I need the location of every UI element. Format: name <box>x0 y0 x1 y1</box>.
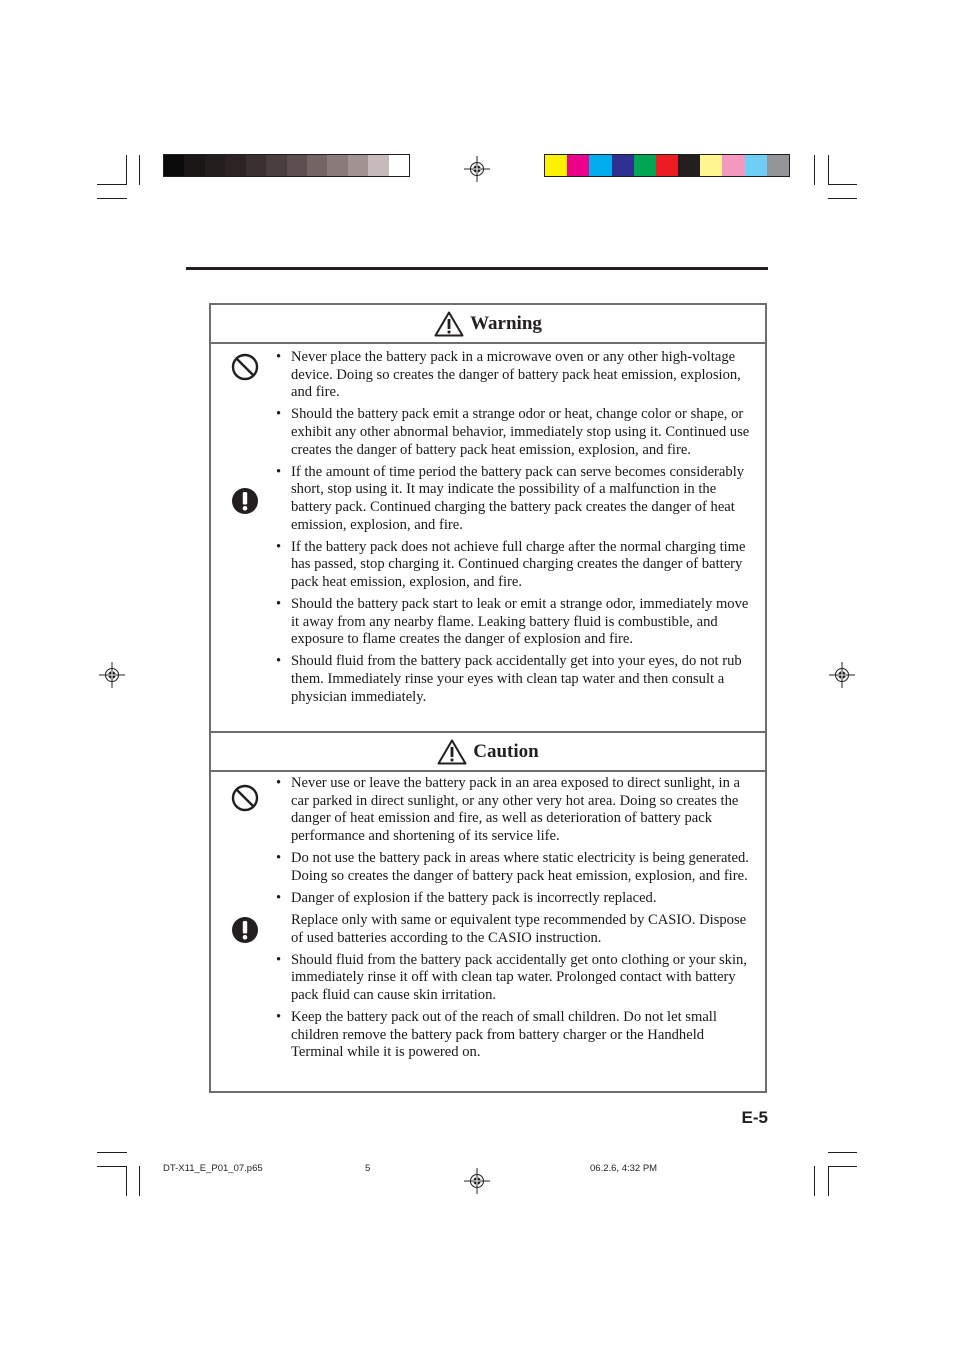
list-item <box>275 850 759 885</box>
bullet: • <box>276 538 282 555</box>
warning-list <box>275 349 759 711</box>
list-item-text: If the battery pack does not achieve full charge after the normal charging time has passed, stop charging it. Continued charging creates the danger of battery pack heat emission, explosion, and fire. <box>291 538 746 590</box>
list-item <box>275 406 759 459</box>
color-swatch <box>225 155 246 176</box>
bullet: • <box>276 653 282 670</box>
color-swatch <box>307 155 328 176</box>
registration-mark-icon <box>99 662 125 688</box>
color-swatch <box>184 155 205 176</box>
list-item <box>275 775 759 845</box>
list-item-text: Do not use the battery pack in areas where static electricity is being generated. Doing so creates the danger of battery pack heat emission, explosion, and fire. <box>291 849 749 884</box>
list-item <box>275 349 759 402</box>
color-swatch <box>589 155 612 176</box>
slug-timestamp: 06.2.6, 4:32 PM <box>590 1163 658 1174</box>
color-swatch <box>348 155 369 176</box>
list-item-text: Keep the battery pack out of the reach of small children. Do not let small children remove the battery pack from battery charger or the Handheld Terminal while it is powered on. <box>291 1009 717 1061</box>
crop-mark <box>828 1166 829 1196</box>
crop-mark <box>139 155 140 185</box>
list-item <box>275 653 759 706</box>
bullet: • <box>276 775 282 791</box>
bullet: • <box>276 463 282 480</box>
color-swatch <box>656 155 679 176</box>
exclamation-icon <box>231 487 259 515</box>
bullet: • <box>276 849 282 866</box>
bullet: • <box>276 951 282 968</box>
prohibition-icon <box>231 784 259 812</box>
caution-list <box>275 775 759 1066</box>
crop-mark <box>828 198 857 199</box>
color-swatch <box>678 155 701 176</box>
crop-mark <box>97 198 127 199</box>
header-rule <box>186 267 768 270</box>
color-swatch <box>545 155 568 176</box>
registration-mark-icon <box>829 662 855 688</box>
color-swatch <box>612 155 635 176</box>
list-item <box>275 1009 759 1062</box>
color-swatch <box>722 155 745 176</box>
color-swatch <box>246 155 267 176</box>
list-item-text: Should fluid from the battery pack accidentally get onto clothing or your skin, immediately rinse it off with clean tap water. Prolonged contact with battery pack fluid can cause skin irritation. <box>291 951 747 1003</box>
bullet: • <box>276 1009 282 1026</box>
color-swatch <box>767 155 790 176</box>
list-item-text: Should fluid from the battery pack accidentally get into your eyes, do not rub them. Immediately rinse your eyes with clean tap water and then consult a physician immediately. <box>291 653 742 705</box>
crop-mark <box>97 1166 127 1167</box>
crop-mark <box>126 155 127 185</box>
bullet: • <box>276 596 282 613</box>
caution-title: Caution <box>473 740 539 762</box>
color-swatch <box>700 155 723 176</box>
bullet: • <box>276 406 282 423</box>
crop-mark <box>814 155 815 185</box>
color-swatch <box>634 155 657 176</box>
bullet: • <box>276 349 282 365</box>
list-item-continuation: Replace only with same or equivalent type recommended by CASIO. Dispose of used batteries according to the CASIO instruction. <box>291 911 747 946</box>
warning-box <box>209 303 767 733</box>
slug-page: 5 <box>365 1163 371 1174</box>
color-swatch <box>327 155 348 176</box>
warning-title: Warning <box>470 312 542 334</box>
bullet: • <box>276 889 282 906</box>
caution-box <box>209 731 767 1093</box>
crop-mark <box>828 1166 857 1167</box>
color-swatch <box>266 155 287 176</box>
color-swatch <box>389 155 410 176</box>
color-swatch <box>287 155 308 176</box>
warning-triangle-icon <box>434 311 464 337</box>
list-item <box>275 952 759 1005</box>
list-item-text: Should the battery pack start to leak or emit a strange odor, immediately move it away from any nearby flame. Leaking battery fluid is combustible, and exposure to flame creates the danger of explosion and fire. <box>291 596 749 648</box>
warning-header <box>211 305 765 344</box>
crop-mark <box>828 155 829 185</box>
crop-mark <box>97 184 127 185</box>
list-item-text: Never place the battery pack in a microwave oven or any other high-voltage device. Doing so creates the danger of battery pack heat emission, explosion, and fire. <box>291 349 741 401</box>
warning-triangle-icon <box>437 739 467 765</box>
list-item <box>275 890 759 947</box>
crop-mark <box>828 184 857 185</box>
color-swatch <box>368 155 389 176</box>
caution-header <box>211 733 765 772</box>
crop-mark <box>828 1152 857 1153</box>
list-item <box>275 596 759 649</box>
list-item-text: Danger of explosion if the battery pack is incorrectly replaced. <box>291 889 657 906</box>
registration-mark-icon <box>464 156 490 182</box>
list-item <box>275 464 759 534</box>
list-item-text: If the amount of time period the battery pack can serve becomes considerably short, stop using it. It may indicate the possibility of a malfunction in the battery pack. Continued charging the battery pack creates the danger of heat emission, explosion, and fire. <box>291 463 745 533</box>
registration-mark-icon <box>464 1168 490 1194</box>
crop-mark <box>139 1166 140 1196</box>
crop-mark <box>126 1166 127 1196</box>
crop-mark <box>97 1152 127 1153</box>
page-number: E-5 <box>741 1108 768 1127</box>
crop-mark <box>814 1166 815 1196</box>
color-swatch <box>164 155 185 176</box>
color-swatch <box>745 155 768 176</box>
list-item <box>275 539 759 592</box>
color-swatch <box>205 155 226 176</box>
exclamation-icon <box>231 916 259 944</box>
color-swatch <box>567 155 590 176</box>
slug-filename: DT-X11_E_P01_07.p65 <box>163 1163 263 1174</box>
prohibition-icon <box>231 353 259 381</box>
list-item-text: Should the battery pack emit a strange odor or heat, change color or shape, or exhibit any other abnormal behavior, immediately stop using it. Continued use creates the danger of battery pack heat emission, explosion, and fire. <box>291 406 750 458</box>
list-item-text: Never use or leave the battery pack in an area exposed to direct sunlight, in a car parked in direct sunlight, or any other very hot area. Doing so creates the danger of heat emission and fire, as well as deterioration of battery pack performance and shortening of its service life. <box>291 775 740 844</box>
